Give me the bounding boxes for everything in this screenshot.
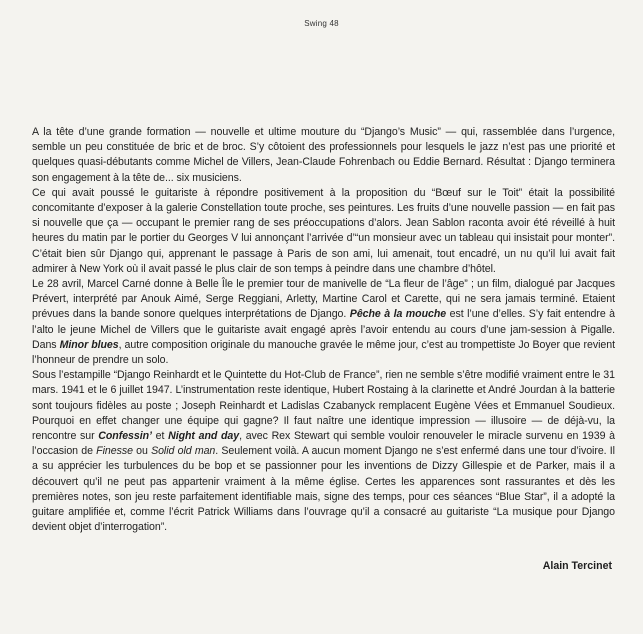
- song-title-finesse: Finesse: [96, 445, 133, 458]
- paragraph-4-text-b: , avec Rex Stewart qui semble vouloir renouveler le miracle survenu en 1939 à l’occasion de: [32, 430, 615, 458]
- paragraph-4-ou: ou: [136, 445, 148, 458]
- song-title-minor-blues: Minor blues: [59, 338, 119, 351]
- paragraph-4: [32, 368, 615, 535]
- page-header: Swing 48: [304, 19, 339, 28]
- paragraph-4-text-a: Sous l’estampille “Django Reinhardt et le Quintette du Hot-Club de France”, rien ne semble s’être modifié vraiment entre le 31 mars. 1941 et le 6 juillet 1947. L’instrumentation reste identique, Hubert Rostaing à la clarinette et André Jourdan à la batterie sont toujours fidèles au poste ; Joseph Reinhardt et Ladislas Czabanyck remplacent Eugène Vées et Emmanuel Soudieux. Pourquoi en effet changer une équipe qui gagne? Il faut naître une identique impression — illusoire — de déjà-vu, la rencontre sur: [32, 369, 615, 443]
- article-body: [32, 125, 615, 535]
- paragraph-4-text-c: . Seulement voilà. A aucun moment Django ne s’est enfermé dans une tour d’ivoire. Il a su apprécier les turbulences du be bop et se passionner pour les inventions de Dizzy Gillespie et de Parker, mais il a découvert qu’il ne peut pas appartenir vraiment à la même église. Certes les apparences sont rassurantes et dès les premières notes, son jeu reste parfaitement identifiable mais, signe des temps, pour ces séances “Blue Star”, il a adopté la guitare amplifiée et, comme l’écrit Patrick Williams dans l’ouvrage qu’il a consacré au guitariste “La musique pour Django devient objet d’interrogation”.: [32, 445, 615, 534]
- paragraph-3: [32, 277, 615, 368]
- paragraph-3-text-c: , autre composition originale du manouche gravée le même jour, c’est au trompettiste Jo Boyer que revient l’honneur de prendre un solo.: [32, 338, 615, 367]
- song-title-peche-a-la-mouche: Pêche à la mouche: [349, 308, 447, 321]
- author-signature: Alain Tercinet: [542, 560, 612, 572]
- paragraph-1: A la tête d’une grande formation — nouvelle et ultime mouture du “Django’s Music” — qui, rassemblée dans l’urgence, semble un peu constituée de bric et de broc. S’y côtoient des professionnels pour lesquels le jazz n’est pas une priorité et quelques quasi-débutants comme Michel de Villers, Jean-Claude Fohrenbach ou Eddie Bernard. Résultat : Django terminera son engagement à la tête de... six musiciens.: [32, 126, 615, 184]
- paragraph-3-text-b: est l’une d’elles. S’y fait entendre à l’alto le jeune Michel de Villers que le guitariste avait engagé après l’avoir entendu au cours d’une jam-session à Pigalle. Dans: [32, 308, 615, 351]
- song-title-solid-old-man: Solid old man: [151, 445, 216, 458]
- song-title-night-and-day: Night and day: [168, 430, 240, 443]
- song-title-confessin: Confessin’: [98, 430, 152, 443]
- paragraph-3-text-a: Le 28 avril, Marcel Carné donne à Belle Île le premier tour de manivelle de “La fleur de l’âge” ; un film, dialogué par Jacques Prévert, interprété par Anouk Aimé, Serge Reggiani, Arletty, Martine Carol et Carette, qui ne sera jamais terminé. Etaient prévues dans la bande sonore quelques interprétations de Django.: [32, 278, 615, 321]
- paragraph-4-et: et: [155, 430, 165, 443]
- paragraph-2: Ce qui avait poussé le guitariste à répondre positivement à la proposition du “Bœuf sur le Toit” était la possibilité concomitante d’exposer à la galerie Constellation toute proche, ses peintures. Les fruits d’une nouvelle passion — en fait pas si nouvelle que ça — occupant le premier rang de ses préoccupations d’alors. Jean Sablon raconta avoir été réveillé à huit heures du matin par le portier du Georges V lui annonçant l’arrivée d’“un monsieur avec un tableau qui insistait pour monter”. C’était bien sûr Django qui, apprenant le passage à Paris de son ami, lui amenait, tout encadré, un nu qu’il lui avait fait admirer à New York où il avait passé le plus clair de son temps à peindre dans une chambre d’hôtel.: [32, 186, 615, 275]
